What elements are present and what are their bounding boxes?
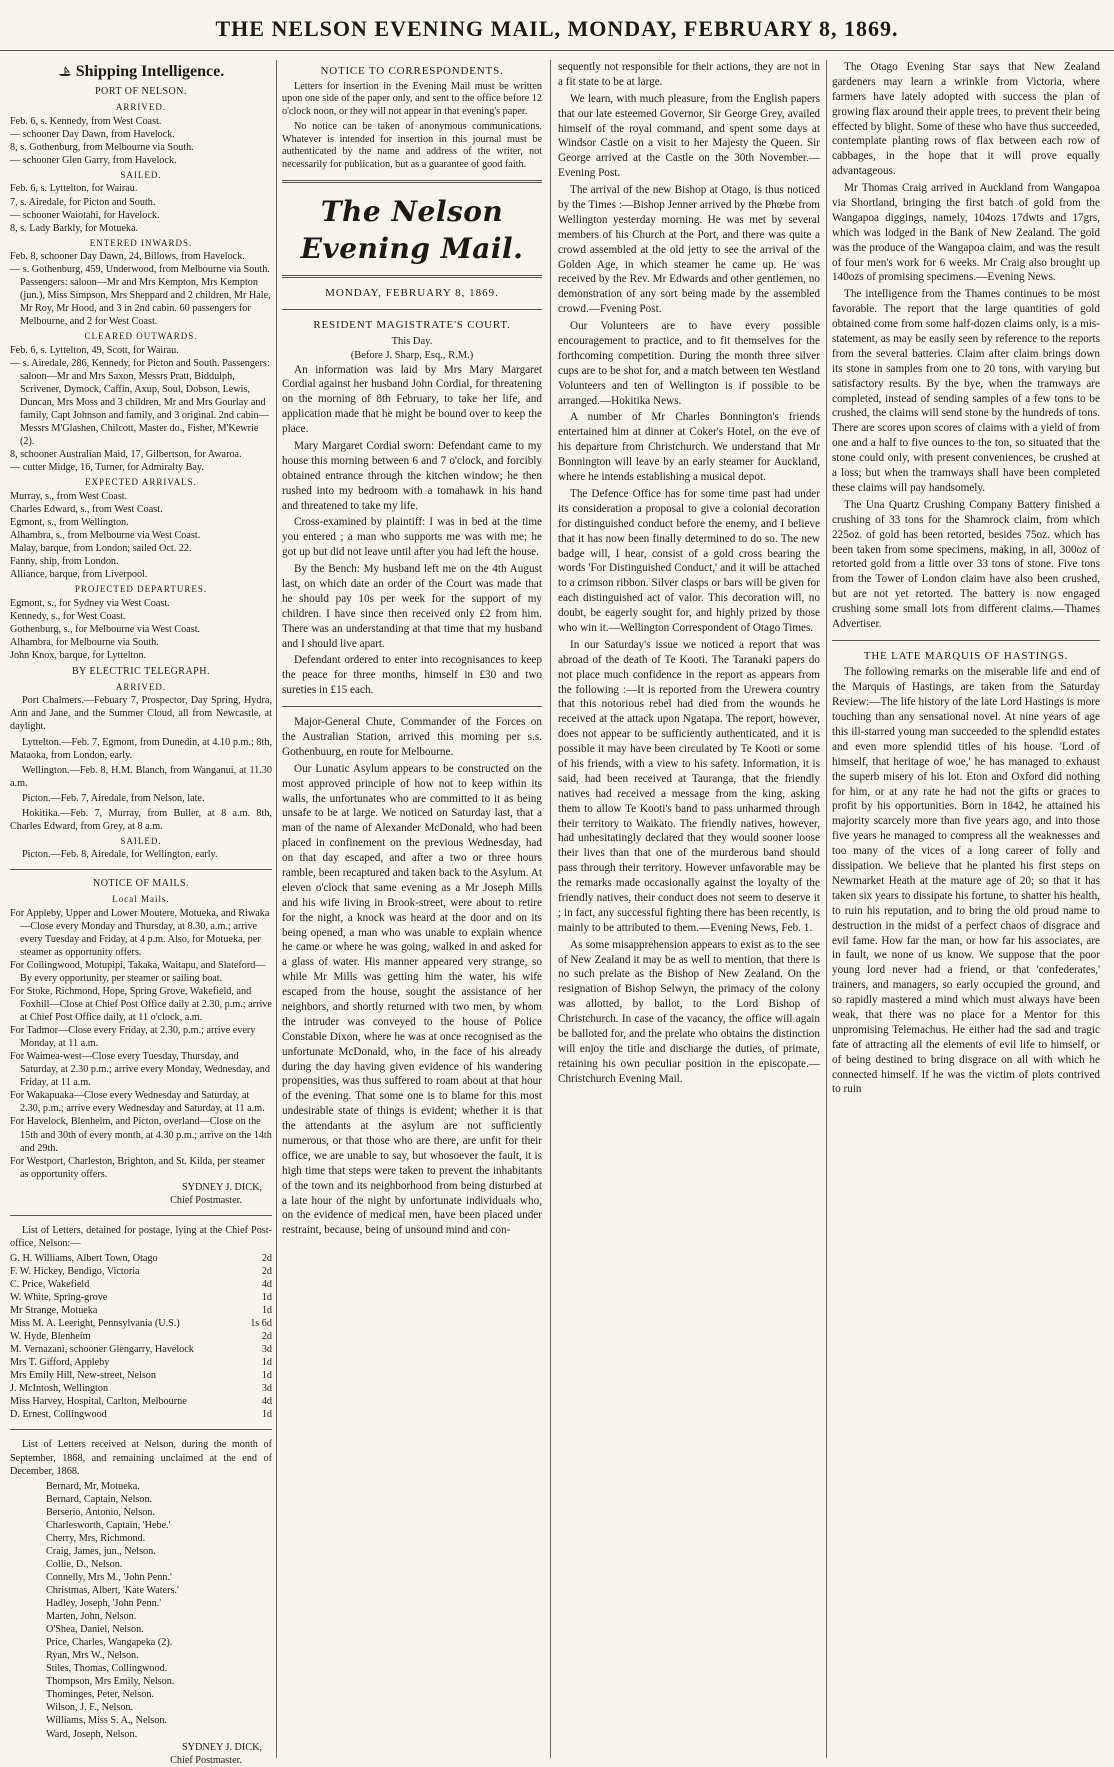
table-row: Mrs Emily Hill, New-street, Nelson 1d <box>10 1370 272 1382</box>
list-item: For Havelock, Blenheim, and Picton, overland—Close on the 15th and 30th of every month, at 4.30 p.m.; arrive on the 14th and 29th. <box>10 1116 272 1154</box>
tele-arrived-heading: ARRIVED. <box>115 681 167 692</box>
paragraph: The Una Quartz Crushing Company Battery finished a crushing of 33 tons for the Shamrock claim, from which 225oz. of gold has been retorted, besides 75oz. which has been taken from some specimens, making, in all, 300oz of retorted gold from a little over 33 tons of stone. Five tons from the Tower of London claim have also been crushed, but are not yet retorted. The battery is now engaged crushing some small lots from different claims.—Thames Advertiser. <box>832 498 1100 630</box>
list-item: Williams, Miss S. A., Nelson. <box>46 1715 168 1727</box>
signature-title: Chief Postmaster. <box>170 1754 242 1766</box>
list-item: Egmont, s., from Wellington. <box>10 517 129 529</box>
port-heading: PORT OF NELSON. <box>94 86 187 98</box>
divider <box>282 309 542 310</box>
list-item: Bernard, Captain, Nelson. <box>46 1493 153 1505</box>
list-item: For Westport, Charleston, Brighton, and St. Kilda, per steamer as opportunity offers. <box>10 1155 265 1180</box>
court-before: (Before J. Sharp, Esq., R.M.) <box>350 349 474 361</box>
list-item: Price, Charles, Wangapeka (2). <box>46 1637 173 1649</box>
table-row: J. McIntosh, Wellington 3d <box>10 1383 272 1395</box>
table-row: D. Ernest, Collingwood 1d <box>10 1409 272 1421</box>
list-item: Alliance, barque, from Liverpool. <box>10 569 148 581</box>
sailed-heading: SAILED. <box>120 169 162 180</box>
list-item: Alhambra, for Melbourne via South. <box>10 636 159 648</box>
marquis-heading: THE LATE MARQUIS OF HASTINGS. <box>863 649 1069 662</box>
list-item: Malay, barque, from London; sailed Oct. 22. <box>10 543 192 555</box>
list-item: Hadley, Joseph, 'John Penn.' <box>46 1598 162 1610</box>
list-item: Hokitika.—Feb. 7, Murray, from Buller, at 8 a.m. 8th, Charles Edward, from Grey, at 8 a.m. <box>10 807 272 832</box>
tele-sailed-heading: SAILED. <box>120 835 162 846</box>
cleared-heading: CLEARED OUTWARDS. <box>84 331 198 342</box>
list-item: For Stoke, Richmond, Hope, Spring Grove, Wakefield, and Foxhill—Close at Chief Post Office daily at 2.30, p.m.; arrive at Chief Post Office daily, at 11 o'clock, a.m. <box>10 985 272 1024</box>
paragraph: In our Saturday's issue we noticed a report that was abroad of the death of Te Kooti. The Taranaki papers do not place much confidence in the report as appears from the following :—It is reported from the Urewera country that this notorious rebel had died from the wounds he received at the attack upon Ngatapa. The report, however, does not appear to be sufficiently authenticated, and it is possible it may have been circulated by Te Kooti or some of his friends, with a view to his safety. Information, it is said, had been received at Tauranga, that the friendly natives had received a message from the king, asking them to allow Te Kooti's band to pass unharmed through their territory to Waikato. The friendly natives, however, had unhesitatingly declared that they would sooner loose their lives than that one of the murderous band should pass through their territory. However unfavorable may be the remarks made occasionally against the loyalty of the friendly natives, their conduct does not seem to deserve it ; in fact, any successful fighting there has been recently, is mainly to be attributed to them.—Evening News, Feb. 1. <box>558 638 820 934</box>
ship-icon <box>58 66 72 77</box>
divider <box>282 275 542 278</box>
paragraph: Our Lunatic Asylum appears to be constructed on the most approved principle of how not to keep within its walls, the unfortunates who are committed to it as being unsafe to be at large. We noticed on Saturday last, that a man of the name of Alexander McDonald, who had been placed in confinement on the previous Wednesday, had on that day escaped, and after a two or three hours ramble, been recaptured and taken back to the Asylum. At eleven o'clock that same evening as a Mr Joseph Mills and his wife living in Brook-street, were about to retire for the night, a knock was heard at the door and on its being opened, a man who was unable to explain whence he came or where he was going, walked in and asked for a glass of water. His manner appeared very strange, so while Mr Mills was getting him the water, his wife escaped from the house, sought the assistance of her neighbors, and shortly returned with two men, by whom the intruder was conveyed to the house of Police Constable Dixon, where he was at once recognised as the unfortunate McDonald, who, in the face of his already during the day having given evidence of his wandering propensities, was thus suffered to roam about at that hour of the evening. That some one is to blame for this most undesirable state of things is evident; whether it is that the attendants at the asylum are not sufficiently numerous, or that those who are there, are unfit for their office, we are unable to say, but whosoever the fault, it is high time that steps were taken to prevent the inhabitants of the town and its neighborhood from being disturbed at a late hour of the night by unfortunate individuals who, on the evidence of medical men, have been placed under restraint, because, being of unsound mind and con- <box>282 762 542 1237</box>
list-item: Connelly, Mrs M., 'John Penn.' <box>46 1571 172 1583</box>
column-rule <box>550 60 551 1758</box>
paragraph: The Defence Office has for some time past had under its consideration a proposal to give a colonial decoration for distinguished conduct before the enemy, and I believe that it has now been finally determined to do so. The new badge will, I hear, consist of a gold cross bearing the words 'For Distinguished Conduct,' and it will be attached to a crimson ribbon. Silver clasps or bars will be given for each distinguished act of valor. This decoration will, no doubt, be eagerly sought for, and highly prized by those who win it.—Wellington Correspondent of Otago Times. <box>558 487 820 634</box>
list-item: For Collingwood, Motupipi, Takaka, Waitapu, and Slateford—By every opportunity, per steamer or sailing boat. <box>10 959 266 984</box>
list-item: Collie, D., Nelson. <box>46 1558 123 1570</box>
masthead: THE NELSON EVENING MAIL, MONDAY, FEBRUARY 8, 1869. <box>0 10 1114 51</box>
paragraph: A number of Mr Charles Bonnington's friends entertained him at dinner at Coker's Hotel, on the eve of his departure from Christchurch. We understand that Mr Bonnington will leave by an early steamer for Auckland, where he intends establishing a musical depot. <box>558 411 820 484</box>
list-item: Stiles, Thomas, Collingwood. <box>46 1663 168 1675</box>
divider <box>10 869 272 870</box>
notice-text: No notice can be taken of anonymous communications. Whatever is intended for insertion in this journal must be authenticated by the name and address of the writer, not necessarily for publication, but as a guarantee of good faith. <box>282 120 542 171</box>
list-item: Picton.—Feb. 7, Airedale, from Nelson, late. <box>22 792 205 804</box>
expected-heading: EXPECTED ARRIVALS. <box>85 477 197 488</box>
divider <box>10 1429 272 1430</box>
list-item: Alhambra, s., from Melbourne via West Coast. <box>10 530 201 542</box>
paragraph: The intelligence from the Thames continues to be most favorable. The report that the large quantities of gold obtained come from some half-dozen claims only, is a mis-statement, as may be easily seen by reference to the reports from the several batteries. Claim after claim brings down its stone in samples from one to 20 tons, with varying but satisfactory results. By the bye, when the tramways are completed, instead of sending samples of a few tons to be crushed, the claims will send stone by the hundreds of tons. There are scores upon scores of claims with a yield of from one and a half to five ounces to the ton, so situated that the stone could only, with present conveniences, be crushed at a loss; but when the tramways shall have been completed these claims will pay handsomely. <box>832 288 1100 494</box>
list-item: Feb. 6, s. Lyttelton, for Wairau. <box>10 183 138 195</box>
divider <box>10 1215 272 1216</box>
list-item: Picton.—Feb. 8, Airedale, for Wellington, early. <box>22 849 218 861</box>
divider <box>282 180 542 183</box>
list-item: Bernard, Mr, Motueka. <box>46 1480 140 1492</box>
paragraph: Defendant ordered to enter into recognisances to keep the peace for three months, himself in £30 and two sureties in £15 each. <box>282 654 542 697</box>
divider <box>832 640 1100 641</box>
paragraph: The arrival of the new Bishop at Otago, is thus noticed by the Times :—Bishop Jenner arrived by the Phœbe from Wellington yesterday morning. He was met by several members of his Church at the Port, and there was quite a crowd assembled at the old jetty to see the arrival of the Golden Age, in which steamer he came up. He was received by the Rev. Mr Edwards and other gentlemen, no demonstration of any sort being made by the assembled crowd.—Fvening Post. <box>558 184 820 316</box>
column-news-2 <box>832 60 1100 1758</box>
table-row: Miss Harvey, Hospital, Carlton, Melbourne 4d <box>10 1396 272 1408</box>
list-item: For Appleby, Upper and Lower Moutere, Motueka, and Riwaka—Close every Monday and Thursday, at 8.30, a.m.; arrive every Tuesday and Friday, at 4 p.m. Also, for Motueka, per steamer as opportunity offers. <box>10 907 270 958</box>
list-item: — s. Gothenburg, 459, Underwood, from Melbourne via South. Passengers: saloon—Mr and Mrs Kempton, Mrs Kempton (jun.), Miss Simpson, Mrs Sheppard and 2 children, Mr Hale, Mr Roy, Mr Hood, and 3 in 2nd cabin. 60 passengers for Melbourne, and 2 for West Coast. <box>10 264 271 328</box>
letters-intro: List of Letters, detained for postage, lying at the Chief Post-office, Nelson:— <box>10 1224 272 1249</box>
list-item: John Knox, barque, for Lyttelton. <box>10 650 147 661</box>
list-item: 8, s. Gothenburg, from Melbourne via South. <box>10 141 194 153</box>
list-item: Christmas, Albert, 'Kate Waters.' <box>46 1585 179 1596</box>
list-item: Lyttelton.—Feb. 7, Egmont, from Dunedin, at 4.10 p.m.; 8th, Mataoka, from London, early. <box>10 736 272 761</box>
list-item: Feb. 6, s. Kennedy, from West Coast. <box>10 115 162 127</box>
list-item: Wellington.—Feb. 8, H.M. Blanch, from Wanganui, at 11.30 a.m. <box>10 764 272 789</box>
table-row: Mr Strange, Motueka 1d <box>10 1305 272 1317</box>
paragraph: The Otago Evening Star says that New Zealand gardeners may learn a wrinkle from Victoria, where farmers have lately adopted with success the plan of growing flax around their apple trees, to prevent their being effected by blight. Some of these who have thus succeeded, contemplate planting rows of flax between each row of cabbages, in the hope that it will prove equally advantageous. <box>832 61 1100 178</box>
paragraph: sequently not responsible for their actions, they are not in a fit state to be at large. <box>558 61 820 88</box>
list-item: — s. Airedale, 286, Kennedy, for Picton and South. Passengers: saloon—Mr and Mrs Saxon, Messrs Pratt, Biddulph, Scrivener, Dymock, Caffin, Axup, Soul, Dobson, Lewis, Duncan, Mrs Moss and 3 children, Mr and Mrs Gourlay and family, Capt Johnson and family, and 3 original. 2nd cabin—Messrs M'Glashen, Chilcott, Master do., Fisher, M'Kewrie (2). <box>10 358 270 448</box>
list-item: Craig, James, jun., Nelson. <box>46 1545 156 1557</box>
table-row: C. Price, Wakefield 4d <box>10 1278 272 1290</box>
received-list <box>10 1480 272 1741</box>
signature-title: Chief Postmaster. <box>170 1194 242 1206</box>
table-row: F. W. Hickey, Bendigo, Victoria 2d <box>10 1265 272 1277</box>
table-row: Mrs T. Gifford, Appleby 1d <box>10 1357 272 1369</box>
mails-subheading: Local Mails. <box>112 894 170 905</box>
list-item: Thominges, Peter, Nelson. <box>46 1689 154 1701</box>
list-item: Egmont, s., for Sydney via West Coast. <box>10 597 170 609</box>
court-day: This Day. <box>391 335 433 347</box>
list-item: Port Chalmers.—Febuary 7, Prospector, Day Spring, Hydra, Ann and Jane, and the Summer Cloud, all from Newcastle, at daylight. <box>10 695 272 733</box>
table-row: M. Vernazani, schooner Glengarry, Havelock 3d <box>10 1344 272 1356</box>
shipping-title: Shipping Intelligence. <box>10 62 272 82</box>
paragraph: The following remarks on the miserable life and end of the Marquis of Hastings, are taken from the Saturday Review:—The life history of the late Lord Hastings is more touching than any sensational novel. At nine years of age this ill-starred young man succeeded to the splendid estates and even more splendid titles of his house. 'Lord of himself, that heritage of woe,' he has managed to exhaust the superb misery of his lot. Eton and Oxford did nothing for him, or at any rate he had not the gifts or graces to profit by his opportunities. Born in 1842, he attained his majority scarcely more than five years ago, and into those five years he managed to compress all the weaknesses and too many of the vices of a long career of folly and dissipation. We believe that he planted his first steps on Newmarket Heath at the mature age of 20; so that it has taken six years to dissipate his fortune, to shatter his health, to ruin his reputation, and to bring the old proud name to destruction in the midst of a perfect chaos of disgrace and evil fame. How far the man, or how far his associates, are in fault, we none of us know. We suppose that the poor young lord never had a friend, or that 'confederates,' trainers, and managers, so early occupied the ground, and so rapidly mastered a mind which must always have been weak, that there was no place for a Mentor for this unpromising Telemachus. He either had the sad and tragic fate of attracting all the elements of evil life to himself, or of being destined to bring disgrace on all with which he connected himself. If he was the victim of plots contrived to ruin <box>832 666 1100 1096</box>
mails-heading: NOTICE OF MAILS. <box>92 878 190 890</box>
list-item: Berserio, Antonio, Nelson. <box>46 1506 155 1518</box>
list-item: Murray, s., from West Coast. <box>10 490 128 502</box>
list-item: Feb. 8, schooner Day Dawn, 24, Billows, from Havelock. <box>10 251 245 263</box>
list-item: Ward, Joseph, Nelson. <box>46 1728 138 1740</box>
list-item: — schooner Day Dawn, from Havelock. <box>10 128 175 140</box>
paragraph: Major-General Chute, Commander of the Forces on the Australian Station, arrived this morning per s.s. Gothenbuurg, en route for Melbourne. <box>282 716 542 758</box>
table-row: Miss M. A. Leeright, Pennsylvania (U.S.) 1s 6d <box>10 1318 272 1330</box>
list-item: Charlesworth, Captain, 'Hebe.' <box>46 1519 171 1531</box>
telegraph-heading: BY ELECTRIC TELEGRAPH. <box>72 666 210 678</box>
entered-heading: ENTERED INWARDS. <box>89 237 193 248</box>
list-item: Marten, John, Nelson. <box>46 1611 137 1623</box>
list-item: — schooner Waiotahi, for Havelock. <box>10 209 160 221</box>
list-item: O'Shea, Daniel, Nelson. <box>46 1624 144 1636</box>
signature-name: SYDNEY J. DICK, <box>182 1741 262 1753</box>
list-item: Fanny, ship, from London. <box>10 556 119 568</box>
list-item: Wilson, J. F., Nelson. <box>46 1702 134 1714</box>
list-item: — cutter Midge, 16, Turner, for Admiralty Bay. <box>10 462 204 474</box>
paragraph: Our Volunteers are to have every possible encouragement to practice, and to fit themselves for the forthcoming competition. During the month three silver cups are to be shot for, and a match between ten Westland Volunteers and ten of Wellington is if possible to be arranged.—Hokitika News. <box>558 320 820 407</box>
column-rule <box>826 60 827 1758</box>
column-editorial <box>282 60 542 1758</box>
column-news <box>558 60 820 1758</box>
list-item: 8, schooner Australian Maid, 17, Gilbertson, for Awaroa. <box>10 449 242 461</box>
list-item: Gothenburg, s., for Melbourne via West Coast. <box>10 623 201 635</box>
issue-date: MONDAY, FEBRUARY 8, 1869. <box>325 287 499 300</box>
list-item: 7, s. Airedale, for Picton and South. <box>10 196 156 208</box>
divider <box>282 706 542 707</box>
notice-text: Letters for insertion in the Evening Mail must be written upon one side of the paper only, and sent to the office before 12 o'clock noon, or they will not appear in that evening's paper. <box>282 80 542 118</box>
list-item: Ryan, Mrs W., Nelson. <box>46 1650 139 1662</box>
notice-heading: NOTICE TO CORRESPONDENTS. <box>320 65 504 77</box>
list-item: Kennedy, s., for West Coast. <box>10 610 126 622</box>
paper-title: The Nelson Evening Mail. <box>300 194 524 266</box>
paragraph: Mary Margaret Cordial sworn: Defendant came to my house this morning between 6 and 7 o'clock, and forcibly obtained entrance through the kitchen window; he then rushed into my bedroom with a tomahawk in his hand and threatened to take my life. <box>282 439 542 512</box>
table-row: W. Hyde, Blenheim 2d <box>10 1331 272 1343</box>
list-item: For Waimea-west—Close every Tuesday, Thursday, and Saturday, at 2.30 p.m.; arrive every Monday, Wednesday, and Friday, at 11 a.m. <box>10 1051 270 1089</box>
paragraph: Cross-examined by plaintiff: I was in bed at the time you entered ; a man who supports me was with me; he got up but did not leave until after you had left the house. <box>282 516 542 559</box>
list-item: Thompson, Mrs Emily, Nelson. <box>46 1676 175 1688</box>
table-row: W. White, Spring-grove 1d <box>10 1292 272 1304</box>
paragraph: As some misapprehension appears to exist as to the see of New Zealand it may be as well to mention, that there is no such prelate as the Bishop of New Zealand. On the resignation of Bishop Selwyn, the primacy of the colony was allotted, by ballot, to the Lord Bishop of Christchurch. In case of the vacancy, the office will again be balloted for, and the prelate who obtains the distinction will enjoy the title and discharge the duties, of primate, retaining his own peculiar position in the episcopate.—Christchurch Evening Mail. <box>558 938 820 1085</box>
projected-heading: PROJECTED DEPARTURES. <box>74 584 208 595</box>
list-item: Cherry, Mrs, Richmond. <box>46 1532 146 1544</box>
list-item: For Wakapuaka—Close every Wednesday and Saturday, at 2.30, p.m.; arrive every Wednesday and Saturday, at 11 a.m. <box>10 1090 265 1115</box>
list-item: 8, s. Lady Barkly, for Motueka. <box>10 222 139 234</box>
paragraph: Mr Thomas Craig arrived in Auckland from Wangapoa via Shortland, bringing the first batch of gold from the Wangapoa diggings, namely, 104ozs 17dwts and 17grs, which was lodged in the Bank of New Zealand. The gold was the produce of the Wangapoa claim, and was the result of four men's work for 6 weeks. Mr Craig also brought up 140ozs of promising specimens.—Evening News. <box>832 182 1100 284</box>
list-item: For Tadmor—Close every Friday, at 2.30, p.m.; arrive every Monday, at 11 a.m. <box>10 1025 256 1050</box>
list-item: Feb. 6, s. Lyttelton, 49, Scott, for Wairau. <box>10 344 179 356</box>
column-rule <box>276 60 277 1758</box>
arrived-heading: ARRIVED. <box>115 102 167 113</box>
paragraph: By the Bench: My husband left me on the 4th August last, on which date an order of the Court was made that he should pay 10s per week for the support of my children. I have since then received only £2 from him. There was an understanding at that time that my husband and I should live apart. <box>282 563 542 650</box>
signature-name: SYDNEY J. DICK, <box>182 1181 262 1193</box>
court-heading: RESIDENT MAGISTRATE'S COURT. <box>313 318 511 331</box>
list-item: — schooner Glen Garry, from Havelock. <box>10 154 177 166</box>
received-intro: List of Letters received at Nelson, during the month of September, 1868, and remaining unclaimed at the end of December, 1868. <box>10 1439 272 1477</box>
table-row: G. H. Williams, Albert Town, Otago 2d <box>10 1252 272 1264</box>
list-item: Charles Edward, s., from West Coast. <box>10 504 163 516</box>
paragraph: We learn, with much pleasure, from the English papers that our late esteemed Governor, Sir George Grey, availed himself of the royal command, and spent some days at Windsor Castle on a visit to her Majesty the Queen. Sir George arrived at the Castle on the 30th November.—Evening Post. <box>558 92 820 180</box>
paragraph: An information was laid by Mrs Mary Margaret Cordial against her husband John Cordial, for threatening on the morning of 8th February, to take her life, and application made that he might be bound over to keep the place. <box>282 363 542 436</box>
column-shipping <box>10 60 272 1766</box>
